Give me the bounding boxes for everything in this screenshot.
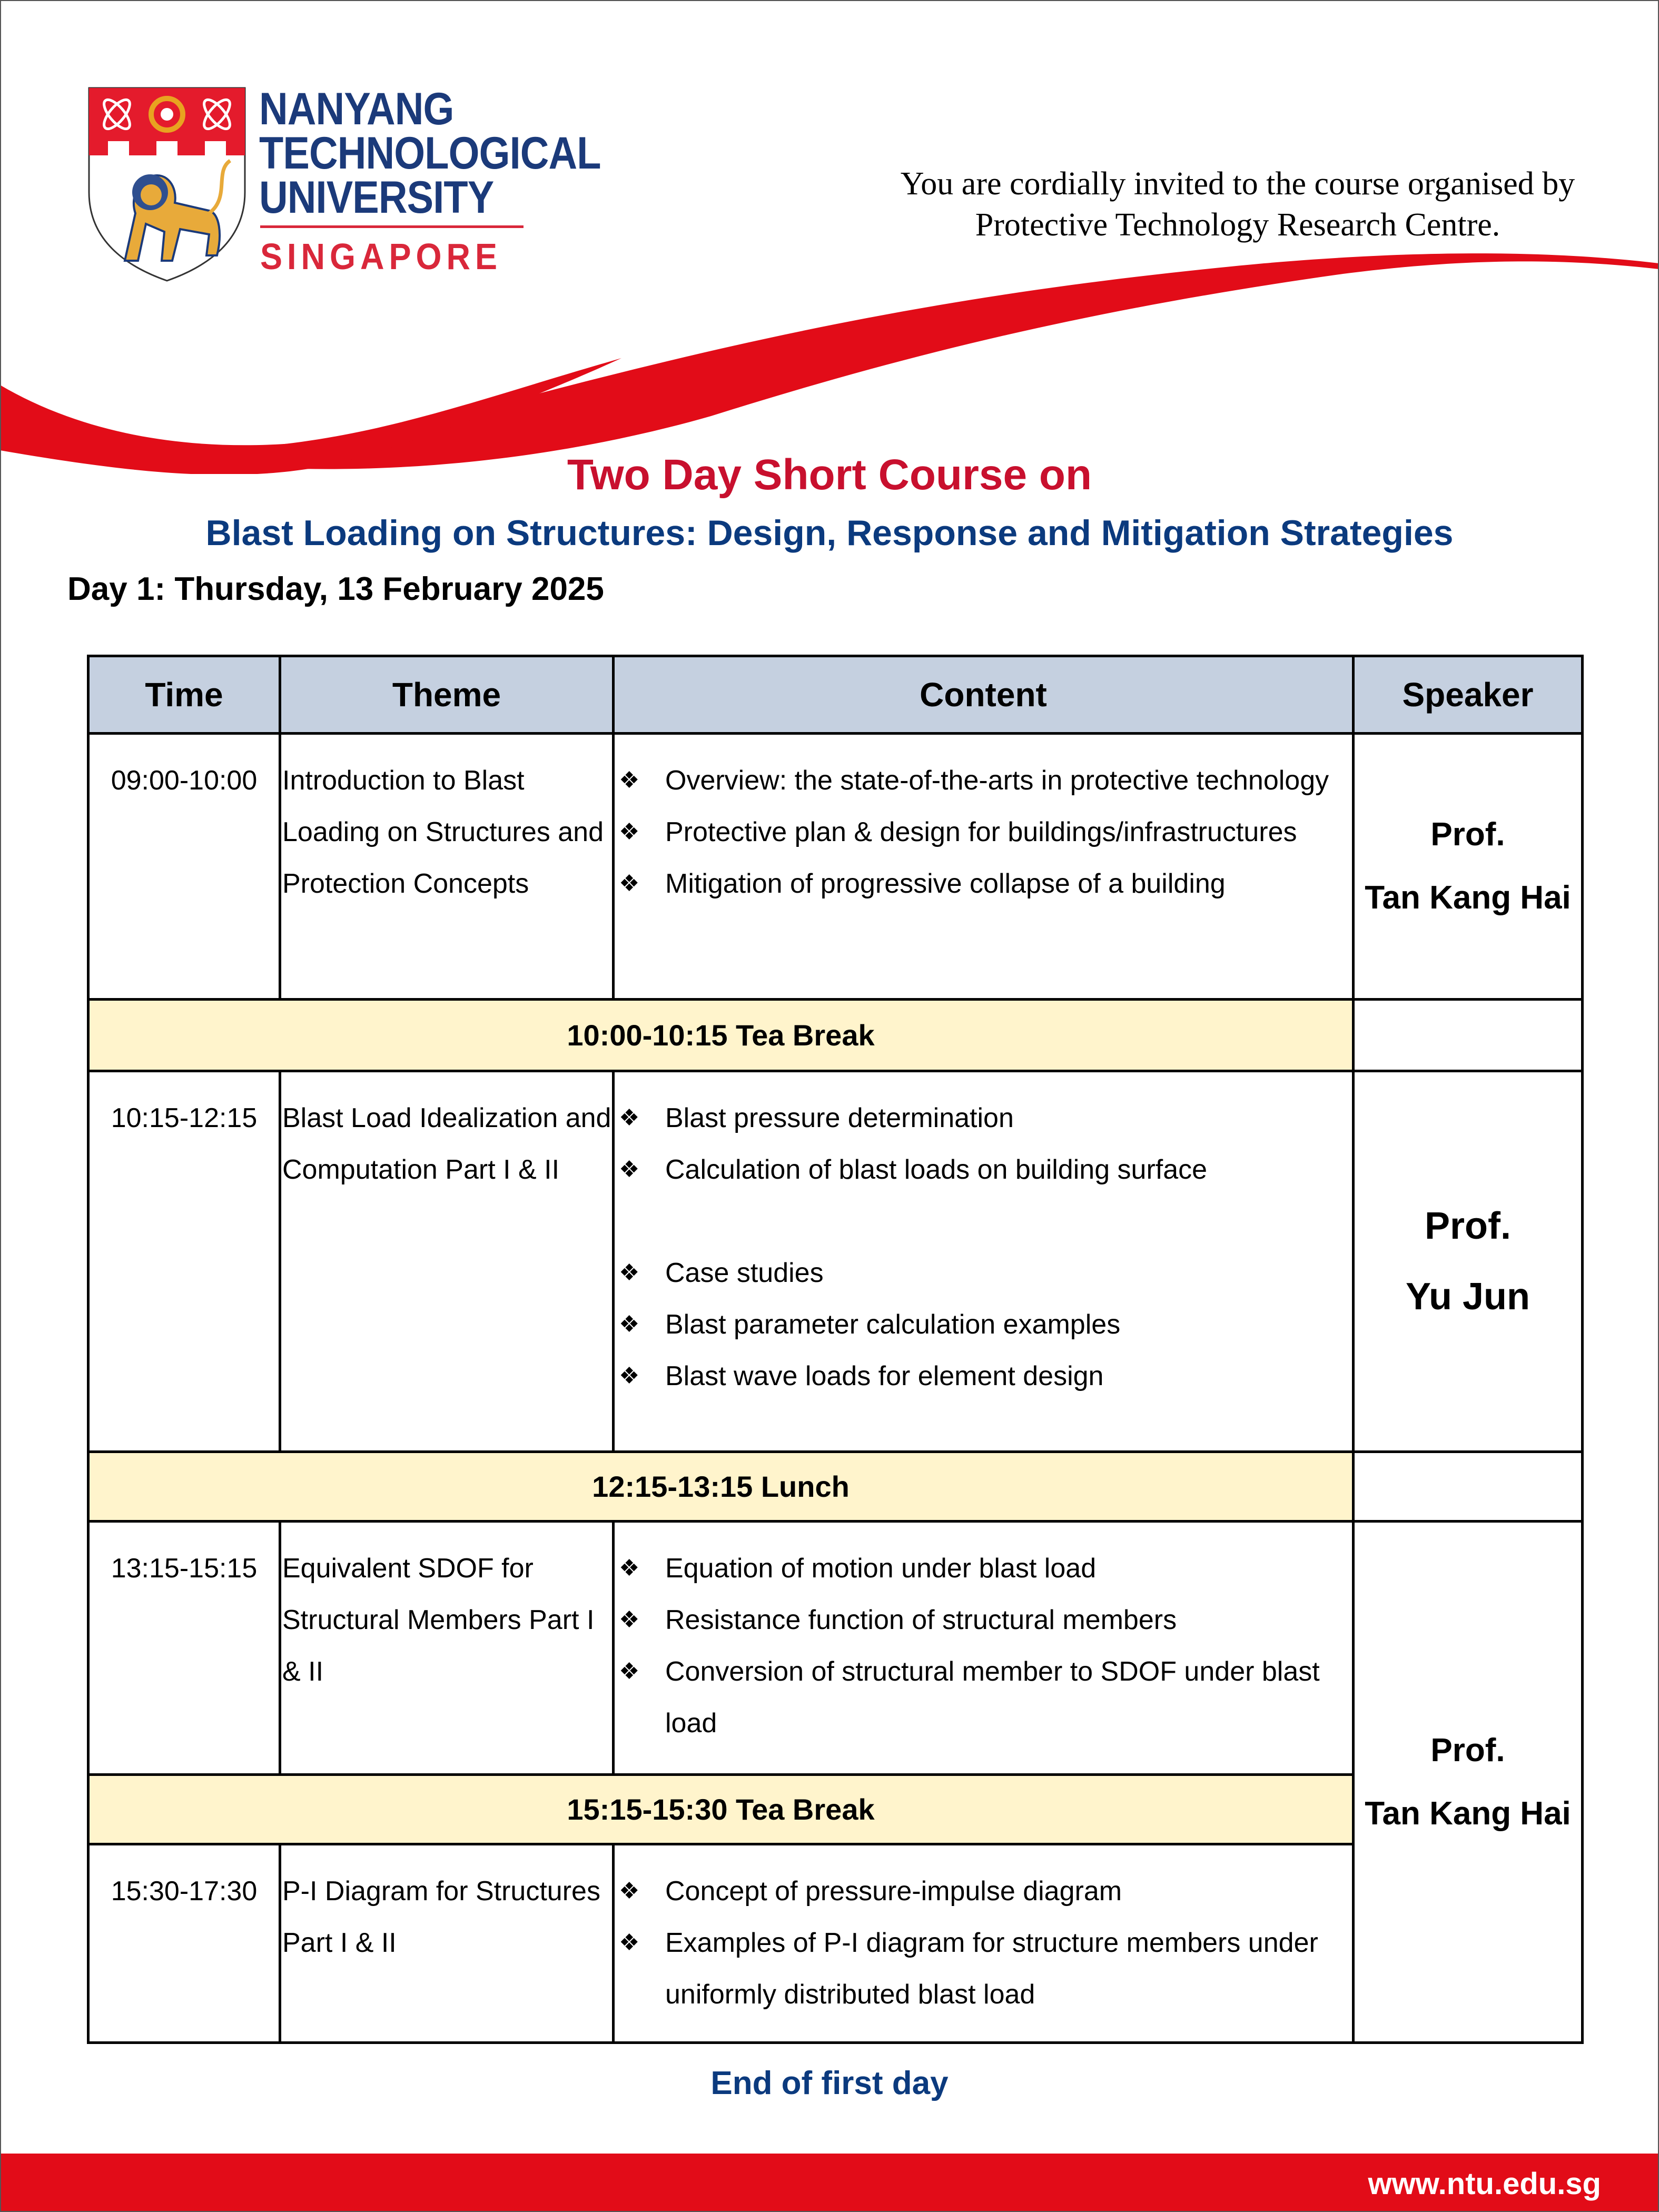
- diamond-bullet-icon: ❖: [619, 1311, 640, 1337]
- column-header-content: Content: [614, 656, 1354, 734]
- table-row: [88, 1522, 1583, 1775]
- speaker-title: Prof.: [1424, 1205, 1511, 1247]
- ntu-logo: [88, 84, 625, 282]
- table-row: [88, 1071, 1583, 1452]
- content-bullet: ❖ Mitigation of progressive collapse of a building: [615, 858, 1352, 910]
- diamond-bullet-icon: ❖: [619, 1930, 640, 1956]
- content-bullet: ❖ Blast parameter calculation examples: [615, 1299, 1352, 1350]
- break-label: 12:15-13:15 Lunch: [88, 1452, 1354, 1522]
- diamond-bullet-icon: ❖: [619, 1658, 640, 1684]
- session-theme: Equivalent SDOF for Structural Members Part I & II: [280, 1522, 614, 1775]
- content-bullet: ❖ Calculation of blast loads on building surface: [615, 1144, 1352, 1196]
- content-bullet: ❖ Overview: the state-of-the-arts in protective technology: [615, 755, 1352, 806]
- session-speaker: [1354, 734, 1583, 1000]
- logo-university: UNIVERSITY: [259, 172, 494, 223]
- shared-speaker: [1354, 1522, 1583, 2043]
- content-bullet: ❖ Case studies: [615, 1247, 1352, 1299]
- speaker-name: Yu Jun: [1405, 1276, 1530, 1318]
- course-title: Blast Loading on Structures: Design, Response and Mitigation Strategies: [205, 513, 1454, 553]
- empty-speaker-cell: [1354, 1452, 1583, 1522]
- diamond-bullet-icon: ❖: [619, 871, 640, 896]
- invitation-text: [843, 163, 1633, 245]
- spacer: [615, 1196, 1352, 1247]
- content-bullet: ❖ Examples of P-I diagram for structure members under uniformly distributed blast load: [615, 1917, 1352, 2020]
- footer-website-link[interactable]: www.ntu.edu.sg: [1368, 2167, 1601, 2201]
- session-speaker: [1354, 1071, 1583, 1452]
- invitation-line-2: Protective Technology Research Centre.: [975, 207, 1500, 243]
- table-header-row: [88, 656, 1583, 734]
- logo-nanyang: NANYANG: [259, 84, 454, 134]
- session-theme: Introduction to Blast Loading on Structures and Protection Concepts: [280, 734, 614, 1000]
- invitation-line-1: You are cordially invited to the course organised by: [900, 166, 1575, 202]
- column-header-speaker: Speaker: [1354, 656, 1583, 734]
- diamond-bullet-icon: ❖: [619, 1157, 640, 1182]
- session-time: 10:15-12:15: [88, 1071, 280, 1452]
- empty-speaker-cell: [1354, 1000, 1583, 1071]
- day-date-heading: Day 1: Thursday, 13 February 2025: [67, 571, 604, 607]
- break-row: [88, 1000, 1583, 1071]
- diamond-bullet-icon: ❖: [619, 1105, 640, 1131]
- end-of-day-note: End of first day: [710, 2065, 949, 2101]
- diamond-bullet-icon: ❖: [619, 1363, 640, 1389]
- footer-band: [0, 2154, 1659, 2212]
- course-type-heading: Two Day Short Course on: [567, 451, 1092, 499]
- content-bullet: ❖ Resistance function of structural members: [615, 1594, 1352, 1646]
- session-theme: Blast Load Idealization and Computation Part I & II: [280, 1071, 614, 1452]
- content-bullet: ❖ Protective plan & design for buildings/infrastructures: [615, 806, 1352, 858]
- logo-technological: TECHNOLOGICAL: [259, 128, 601, 179]
- session-time: 09:00-10:00: [88, 734, 280, 1000]
- session-time: 15:30-17:30: [88, 1844, 280, 2043]
- table-row: [88, 734, 1583, 1000]
- session-theme: P-I Diagram for Structures Part I & II: [280, 1844, 614, 2043]
- logo-singapore: SINGAPORE: [260, 236, 502, 277]
- content-bullet: ❖ Blast wave loads for element design: [615, 1350, 1352, 1402]
- content-bullet: ❖ Concept of pressure-impulse diagram: [615, 1865, 1352, 1917]
- column-header-theme: Theme: [280, 656, 614, 734]
- session-content: [614, 1844, 1354, 2043]
- session-content: [614, 1522, 1354, 1775]
- schedule-table: [87, 655, 1584, 2044]
- break-row: [88, 1452, 1583, 1522]
- ntu-wordmark: [259, 84, 647, 223]
- diamond-bullet-icon: ❖: [619, 767, 640, 793]
- content-bullet: ❖ Conversion of structural member to SDOF under blast load: [615, 1646, 1352, 1749]
- speaker-title: Prof.: [1430, 1732, 1505, 1769]
- break-label: 10:00-10:15 Tea Break: [88, 1000, 1354, 1071]
- session-time: 13:15-15:15: [88, 1522, 280, 1775]
- logo-divider: [260, 225, 524, 228]
- diamond-bullet-icon: ❖: [619, 1555, 640, 1581]
- content-bullet: ❖ Blast pressure determination: [615, 1092, 1352, 1144]
- session-content: [614, 1071, 1354, 1452]
- diamond-bullet-icon: ❖: [619, 1607, 640, 1633]
- diamond-bullet-icon: ❖: [619, 819, 640, 845]
- diamond-bullet-icon: ❖: [619, 1878, 640, 1904]
- break-label: 15:15-15:30 Tea Break: [88, 1775, 1354, 1844]
- ntu-crest-icon: [88, 87, 246, 282]
- speaker-name: Tan Kang Hai: [1365, 1795, 1571, 1832]
- diamond-bullet-icon: ❖: [619, 1260, 640, 1286]
- column-header-time: Time: [88, 656, 280, 734]
- session-content: [614, 734, 1354, 1000]
- speaker-title: Prof.: [1430, 816, 1505, 853]
- speaker-name: Tan Kang Hai: [1365, 880, 1571, 916]
- content-bullet: ❖ Equation of motion under blast load: [615, 1543, 1352, 1594]
